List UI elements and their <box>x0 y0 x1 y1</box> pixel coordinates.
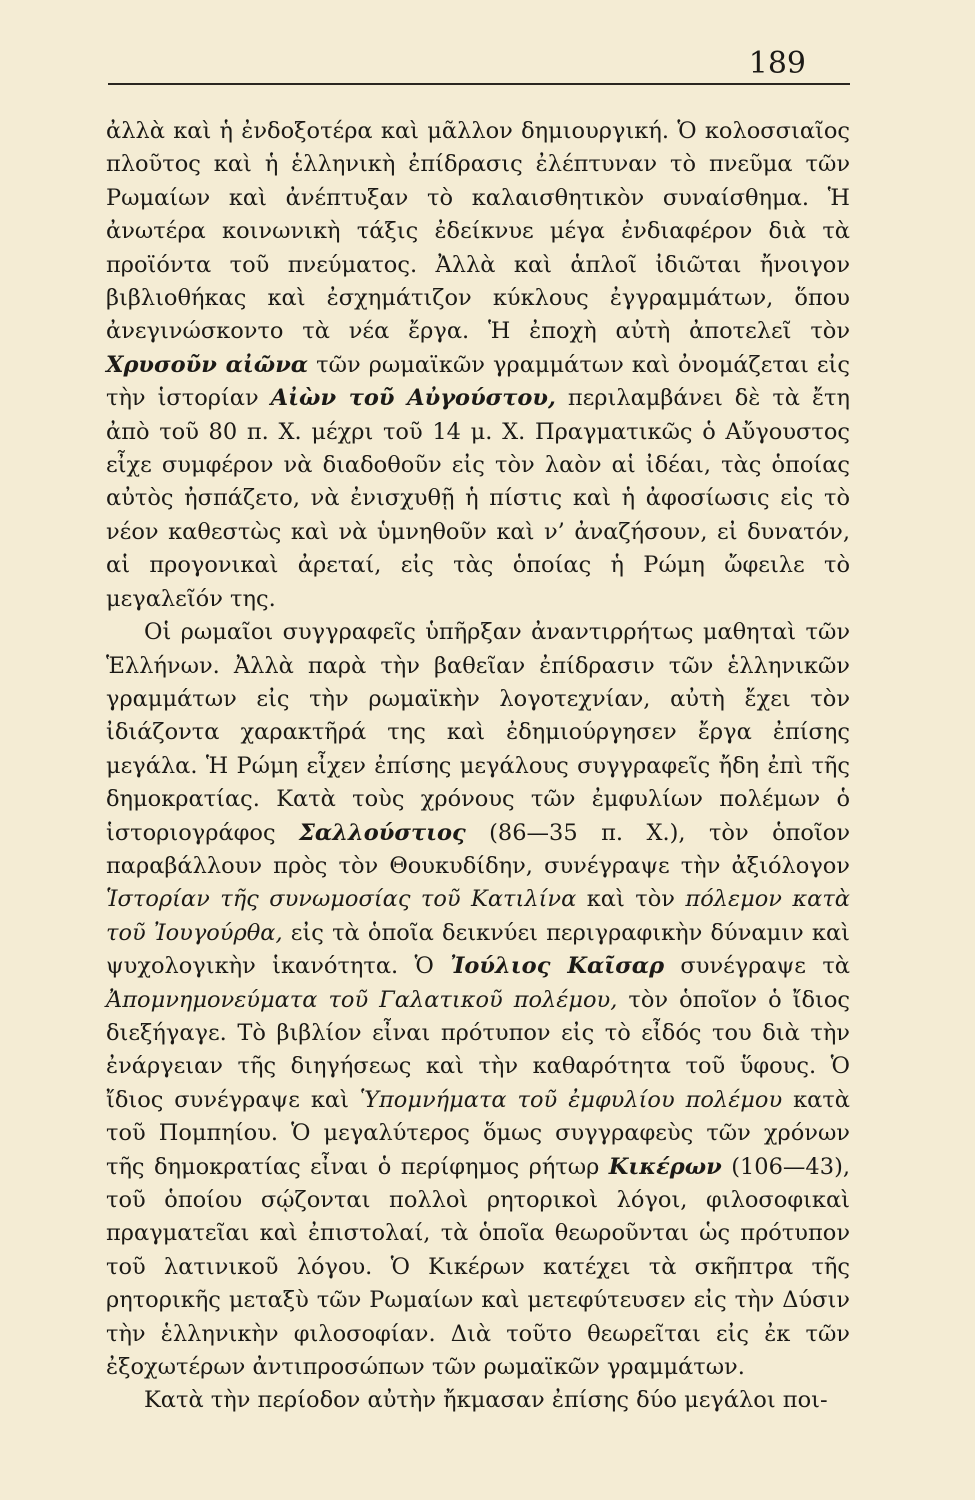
text-run: περιλαμβάνει δὲ τὰ ἔτη ἀπὸ τοῦ 80 π. Χ. μέχρι τοῦ 14 μ. Χ. Πραγματικῶς ὁ Αὔγουστος εἶχε συμφέρον νὰ διαδοθοῦν εἰς τὸν λαὸν αἱ ἰδέαι, τὰς ὁποίας αὐτὸς ἠσπάζετο, νὰ ἐνισχυθῇ ἡ πίστις καὶ ἡ ἀφοσίωσις εἰς τὸ νέον καθεστὼς καὶ νὰ ὑμνηθοῦν καὶ ν’ ἀναζήσουν, εἰ δυνατόν, αἱ προγονικαὶ ἀρεταί, εἰς τὰς ὁποίας ἡ Ρώμη ὤφειλε τὸ μεγαλεῖόν της. <box>106 385 850 612</box>
text-run: καὶ τὸν <box>576 886 686 913</box>
text-run: τὸν ὁποῖον ὁ ἴδιος διεξήγαγε. Τὸ βιβλίον εἶναι πρότυπον εἰς τὸ εἶδός του διὰ τὴν ἐνάργειαν τῆς διηγήσεως καὶ τὴν καθαρότητα τοῦ ὕφους. Ὁ ἴδιος συνέγραψε καὶ <box>106 986 850 1113</box>
text-run: κατὰ τοῦ Πομπηίου. Ὁ μεγαλύτερος ὅμως συγγραφεὺς τῶν χρόνων τῆς δημοκρατίας εἶναι ὁ περίφημος ρήτωρ <box>106 1086 850 1180</box>
bold-italic-term: Χρυσοῦν αἰῶνα <box>106 351 309 378</box>
bold-italic-term: Σαλλούστιος <box>298 819 466 846</box>
paragraph <box>106 616 850 1384</box>
paragraph <box>106 1384 850 1417</box>
text-run: (106—43), τοῦ ὁποίου σῴζονται πολλοὶ ρητορικοὶ λόγοι, φιλοσοφικαὶ πραγματεῖαι καὶ ἐπιστολαί, τὰ ὁποῖα θεωροῦνται ὡς πρότυπον τοῦ λατινικοῦ λόγου. Ὁ Κικέρων κατέχει τὰ σκῆπτρα τῆς ρητορικῆς μεταξὺ τῶν Ρωμαίων καὶ μετεφύτευσεν εἰς τὴν Δύσιν τὴν ἑλληνικὴν φιλοσοφίαν. Διὰ τοῦτο θεωρεῖται εἰς ἐκ τῶν ἐξοχωτέρων ἀντιπροσώπων τῶν ρωμαϊκῶν γραμμάτων. <box>106 1153 850 1381</box>
bold-italic-term: Κικέρων <box>608 1153 722 1180</box>
italic-title: Ὑπομνήματα τοῦ ἐμφυλίου πολέμου <box>359 1086 783 1113</box>
italic-title: Ἱστορίαν τῆς συνωμοσίας τοῦ Κατιλίνα <box>106 886 577 913</box>
text-run: συνέγραψε τὰ <box>664 953 850 980</box>
italic-title: πόλεμον κατὰ τοῦ Ἰουγούρθα, <box>106 886 850 946</box>
header-rule <box>108 83 850 85</box>
bold-italic-term: Ἰούλιος Καῖσαρ <box>450 953 665 980</box>
text-run: (86—35 π. Χ.), τὸν ὁποῖον παραβάλλουν πρὸς τὸν Θουκυδίδην, συνέγραψε τὴν ἀξιόλογον <box>106 819 850 879</box>
text-run: ἀλλὰ καὶ ἡ ἐνδοξοτέρα καὶ μᾶλλον δημιουργική. Ὁ κολοσσιαῖος πλοῦτος καὶ ἡ ἑλληνικὴ ἐπίδρασις ἐλέπτυναν τὸ πνεῦμα τῶν Ρωμαίων καὶ ἀνέπτυξαν τὸ καλαισθητικὸν συναίσθημα. Ἡ ἀνωτέρα κοινωνικὴ τάξις ἐδείκνυε μέγα ἐνδιαφέρον διὰ τὰ προϊόντα τοῦ πνεύματος. Ἀλλὰ καὶ ἁπλοῖ ἰδιῶται ἤνοιγον βιβλιοθήκας καὶ ἐσχημάτιζον κύκλους ἐγγραμμάτων, ὅπου ἀνεγινώσκοντο τὰ νέα ἔργα. Ἡ ἐποχὴ αὐτὴ ἀποτελεῖ τὸν <box>106 118 850 345</box>
italic-title: Ἀπομνημονεύματα τοῦ Γαλατικοῦ πολέμου, <box>106 986 618 1013</box>
text-run: Οἱ ρωμαῖοι συγγραφεῖς ὑπῆρξαν ἀναντιρρήτως μαθηταὶ τῶν Ἑλλήνων. Ἀλλὰ παρὰ τὴν βαθεῖαν ἐπίδρασιν τῶν ἑλληνικῶν γραμμάτων εἰς τὴν ρωμαϊκὴν λογοτεχνίαν, αὐτὴ ἔχει τὸν ἰδιάζοντα χαρακτῆρά της καὶ ἐδημιούργησεν ἔργα ἐπίσης μεγάλα. Ἡ Ρώμη εἶχεν ἐπίσης μεγάλους συγγραφεῖς ἤδη ἐπὶ τῆς δημοκρατίας. Κατὰ τοὺς χρόνους τῶν ἐμφυλίων πολέμων ὁ ἱστοριογράφος <box>106 619 850 846</box>
bold-italic-term: Αἰὼν τοῦ Αὐγούστου, <box>270 385 556 412</box>
text-run: Κατὰ τὴν περίοδον αὐτὴν ἤκμασαν ἐπίσης δύο μεγάλοι ποι- <box>144 1387 828 1414</box>
body-text <box>106 115 850 1418</box>
page-number: 189 <box>748 46 806 81</box>
text-run: τῶν ρωμαϊκῶν γραμμάτων καὶ ὀνομάζεται εἰς τὴν ἱστορίαν <box>106 351 850 412</box>
text-run: εἰς τὰ ὁποῖα δεικνύει περιγραφικὴν δύναμιν καὶ ψυχολογικὴν ἱκανότητα. Ὁ <box>106 919 850 980</box>
paragraph <box>106 115 850 616</box>
